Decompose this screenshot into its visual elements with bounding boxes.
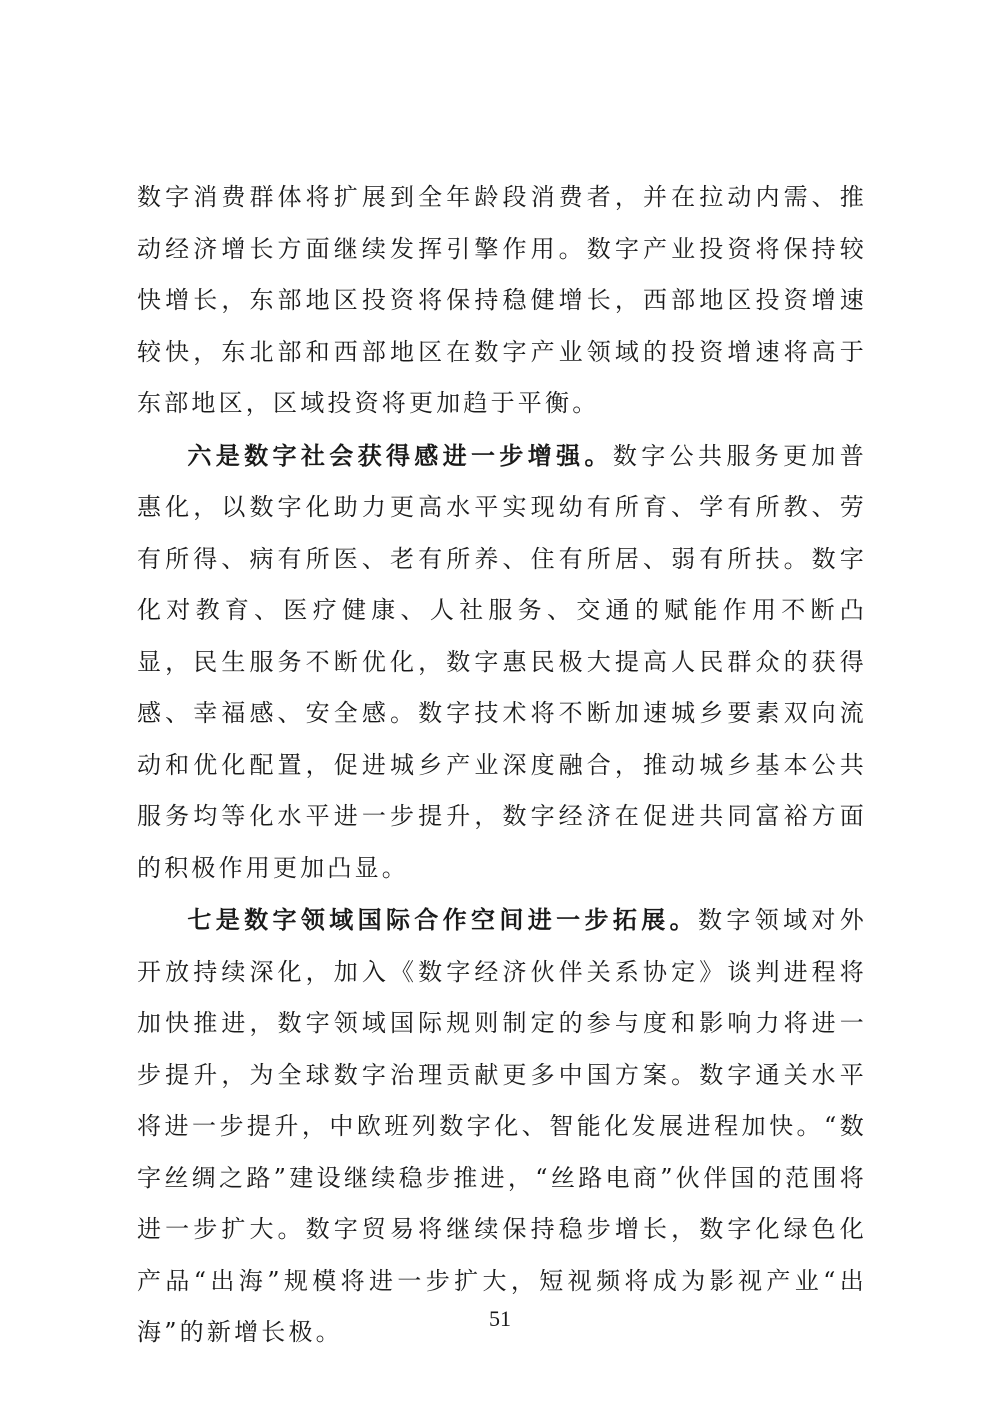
paragraph-digital-society — [137, 430, 867, 895]
paragraph-text: 数字公共服务更加普惠化，以数字化助力更高水平实现幼有所育、学有所教、劳有所得、病有所医、老有所养、住有所居、弱有所扶。数字化对教育、医疗健康、人社服务、交通的赋能作用不断凸显，民生服务不断优化，数字惠民极大提高人民群众的获得感、幸福感、安全感。数字技术将不断加速城乡要素双向流动和优化配置，促进城乡产业深度融合，推动城乡基本公共服务均等化水平进一步提升，数字经济在促进共同富裕方面的积极作用更加凸显。 — [137, 441, 867, 882]
body-text — [137, 172, 867, 1359]
paragraph-heading-lead: 七是数字领域国际合作空间进一步拓展。 — [187, 905, 698, 934]
page-number: 51 — [489, 1306, 511, 1331]
paragraph-international-cooperation — [137, 894, 867, 1359]
paragraph-heading-lead: 六是数字社会获得感进一步增强。 — [187, 440, 613, 470]
paragraph-text: 数字领域对外开放持续深化，加入《数字经济伙伴关系协定》谈判进程将加快推进，数字领域国际规则制定的参与度和影响力将进一步提升，为全球数字治理贡献更多中国方案。数字通关水平将进一步提升，中欧班列数字化、智能化发展进程加快。“数字丝绸之路”建设继续稳步推进，“丝路电商”伙伴国的范围将进一步扩大。数字贸易将继续保持稳步增长，数字化绿色化产品“出海”规模将进一步扩大，短视频将成为影视产业“出海”的新增长极。 — [137, 906, 867, 1346]
paragraph-text: 数字消费群体将扩展到全年龄段消费者，并在拉动内需、推动经济增长方面继续发挥引擎作用。数字产业投资将保持较快增长，东部地区投资将保持稳健增长，西部地区投资增速较快，东北部和西部地区在数字产业领域的投资增速将高于东部地区，区域投资将更加趋于平衡。 — [137, 183, 867, 417]
paragraph-continuation — [137, 172, 867, 430]
